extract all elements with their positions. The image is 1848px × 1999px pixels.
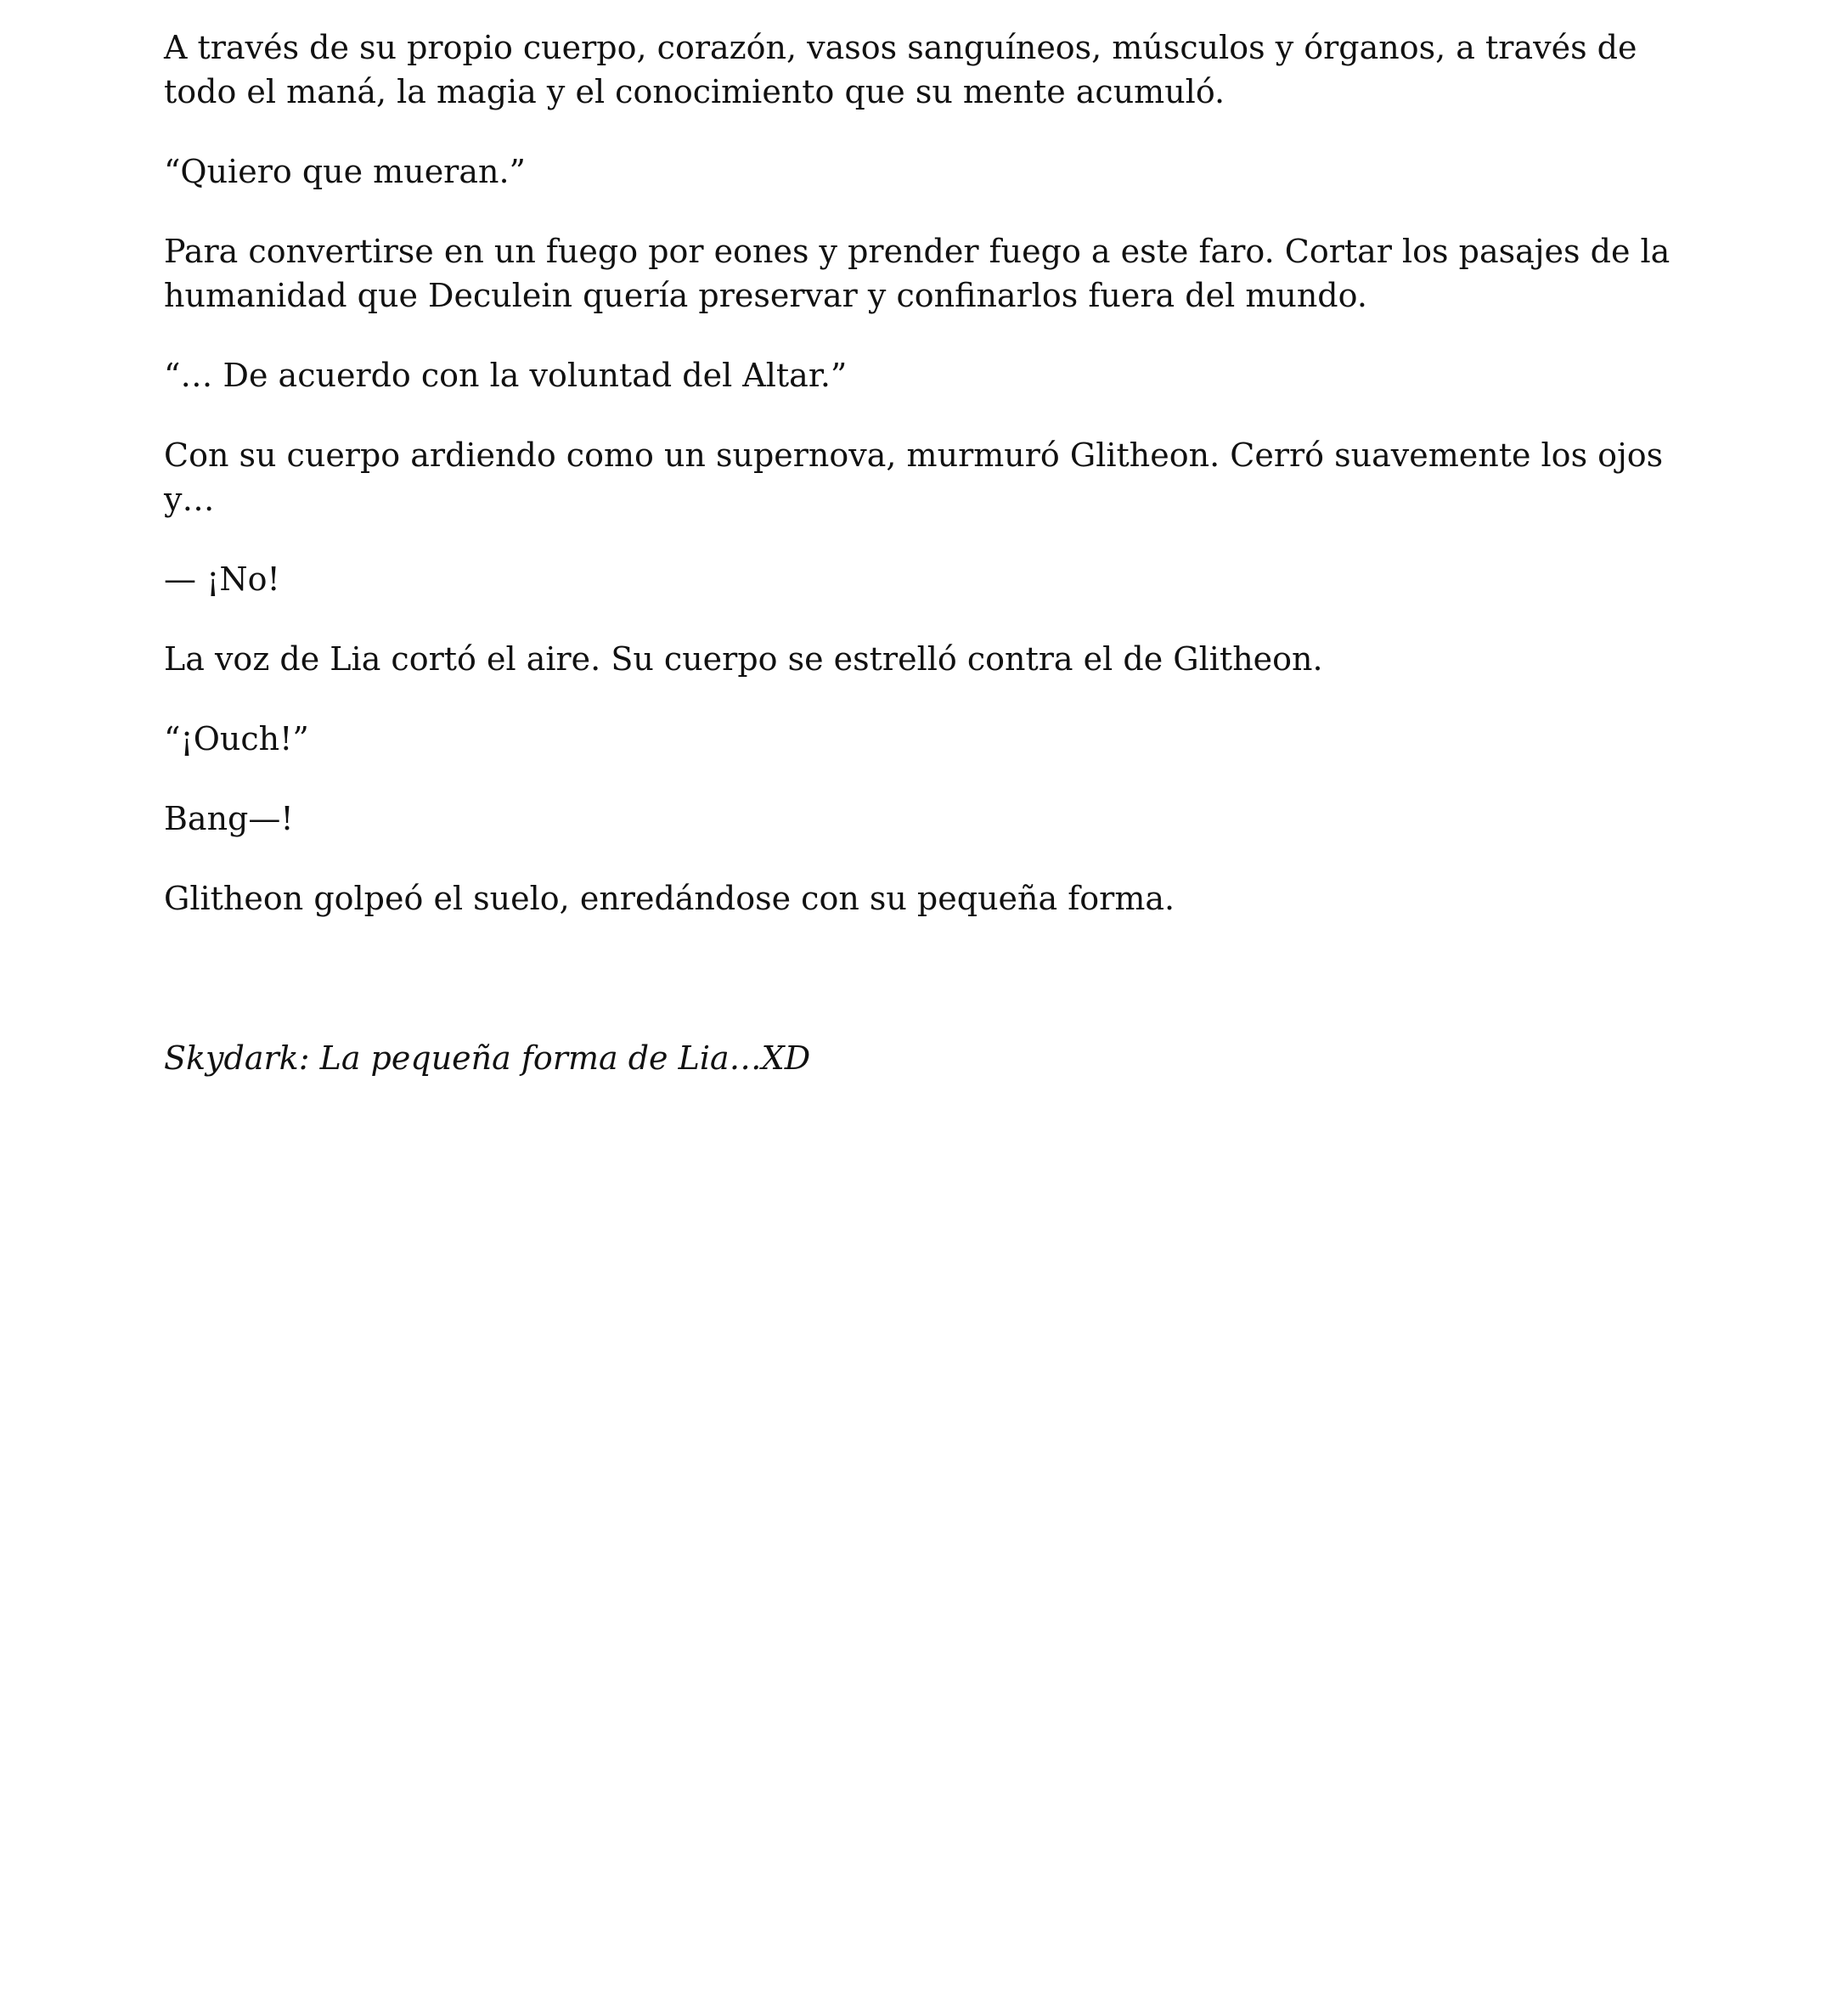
paragraph-5: Con su cuerpo ardiendo como un supernova, murmuró Glitheon. Cerró suavemente los ojos y… <box>164 436 1664 518</box>
paragraph-10: Glitheon golpeó el suelo, enredándose con su pequeña forma. <box>164 880 1175 917</box>
document-body <box>164 25 1684 1080</box>
section-spacer <box>164 956 1684 1036</box>
paragraph-8: “¡Ouch!” <box>164 720 309 757</box>
paragraph-3: Para convertirse en un fuego por eones y prender fuego a este faro. Cortar los pasajes de la humanidad que Deculein quería preservar y confinarlos fuera del mundo. <box>164 233 1671 314</box>
paragraph-7: La voz de Lia cortó el aire. Su cuerpo se estrelló contra el de Glitheon. <box>164 640 1323 678</box>
paragraph-9: Bang—! <box>164 800 294 837</box>
paragraph-1: A través de su propio cuerpo, corazón, vasos sanguíneos, músculos y órganos, a través de todo el maná, la magia y el conocimiento que su mente acumuló. <box>164 29 1637 110</box>
paragraph-6: — ¡No! <box>164 560 280 598</box>
paragraph-2: “Quiero que mueran.” <box>164 153 526 190</box>
translator-note: Skydark: La pequeña forma de Lia…XD <box>164 1039 811 1077</box>
paragraph-4: “… De acuerdo con la voluntad del Altar.” <box>164 357 848 394</box>
